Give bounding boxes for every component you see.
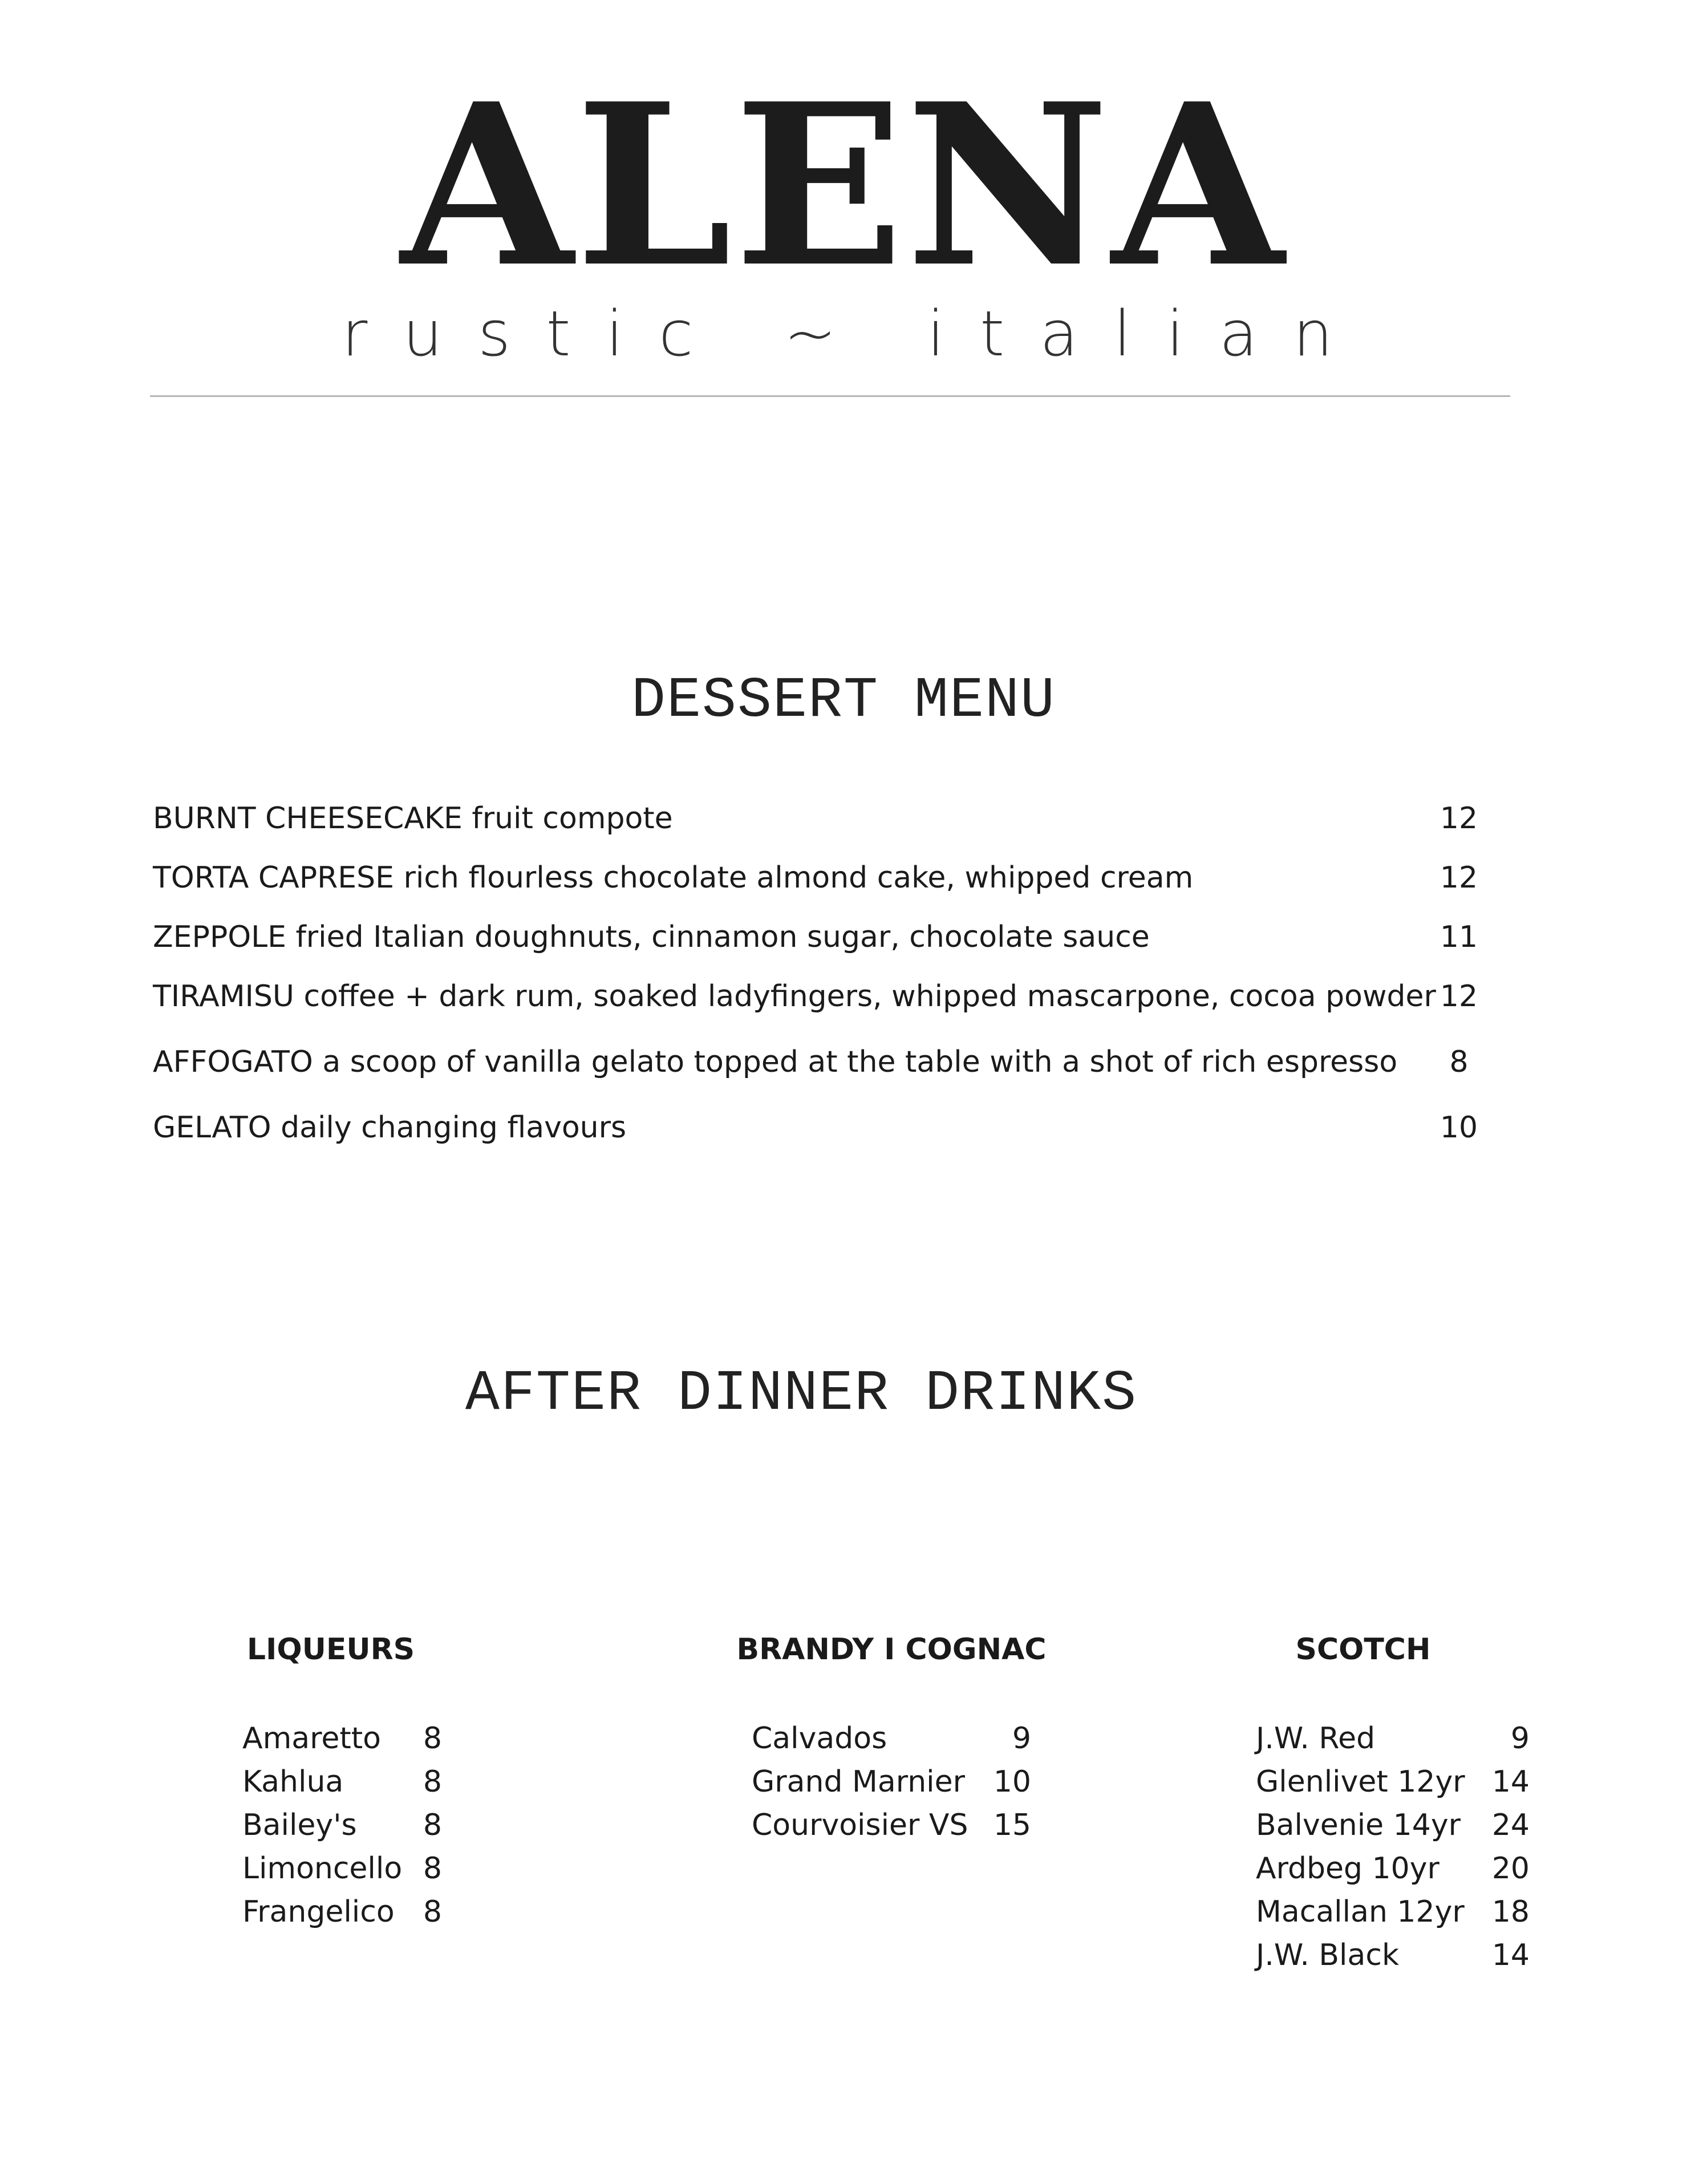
dessert-price: 10 <box>1439 1111 1478 1145</box>
drink-item <box>242 1717 448 1760</box>
scotch-list <box>1256 1717 1552 1977</box>
dessert-description: TIRAMISU coffee + dark rum, soaked ladyfingers, whipped mascarpone, cocoa powder <box>153 979 1436 1014</box>
drink-price: 20 <box>1491 1851 1530 1886</box>
drink-item <box>242 1847 448 1890</box>
dessert-description: TORTA CAPRESE rich flourless chocolate almond cake, whipped cream <box>153 861 1194 895</box>
dessert-menu-title: DESSERT MENU <box>631 669 1056 734</box>
drink-name: Limoncello <box>242 1851 403 1886</box>
drink-price: 8 <box>423 1765 442 1799</box>
restaurant-logo: ALENA <box>400 55 1287 316</box>
dessert-description: AFFOGATO a scoop of vanilla gelato topped at the table with a shot of rich espresso <box>153 1045 1398 1079</box>
drink-item <box>1256 1934 1552 1977</box>
liqueurs-heading: LIQUEURS <box>246 1632 415 1667</box>
drink-name: Balvenie 14yr <box>1256 1808 1461 1842</box>
drink-item <box>752 1760 1048 1804</box>
dessert-price: 12 <box>1439 861 1478 895</box>
drink-item <box>242 1890 448 1934</box>
drink-price: 15 <box>993 1808 1031 1842</box>
drink-name: J.W. Red <box>1256 1721 1376 1756</box>
dessert-item <box>153 974 1493 1019</box>
drink-item <box>242 1760 448 1804</box>
drink-name: Amaretto <box>242 1721 381 1756</box>
dessert-item <box>153 855 1493 901</box>
drink-price: 10 <box>993 1765 1031 1799</box>
drink-name: Courvoisier VS <box>752 1808 968 1842</box>
drink-price: 8 <box>423 1808 442 1842</box>
drink-name: Macallan 12yr <box>1256 1895 1465 1929</box>
drink-name: Grand Marnier <box>752 1765 966 1799</box>
dessert-price: 12 <box>1439 801 1478 836</box>
drink-item <box>1256 1760 1552 1804</box>
dessert-description: GELATO daily changing flavours <box>153 1111 627 1145</box>
drink-item <box>1256 1847 1552 1890</box>
dessert-price: 12 <box>1439 979 1478 1014</box>
after-dinner-drinks-title: AFTER DINNER DRINKS <box>465 1362 1138 1427</box>
drink-price: 14 <box>1491 1938 1530 1972</box>
restaurant-tagline: rustic ~ italian <box>342 297 1368 370</box>
drink-price: 8 <box>423 1895 442 1929</box>
drink-item <box>1256 1890 1552 1934</box>
brandy-cognac-list <box>752 1717 1048 1847</box>
liqueurs-list <box>242 1717 448 1934</box>
dessert-description: ZEPPOLE fried Italian doughnuts, cinnamon sugar, chocolate sauce <box>153 920 1150 954</box>
drink-item <box>752 1717 1048 1760</box>
drink-price: 18 <box>1491 1895 1530 1929</box>
drink-item <box>1256 1804 1552 1847</box>
scotch-heading: SCOTCH <box>1295 1632 1431 1667</box>
drink-item <box>1256 1717 1552 1760</box>
dessert-item <box>153 1105 1493 1150</box>
drink-item <box>242 1804 448 1847</box>
drink-name: Bailey's <box>242 1808 357 1842</box>
dessert-item <box>153 914 1493 960</box>
dessert-item <box>153 1039 1493 1085</box>
dessert-item <box>153 796 1493 841</box>
drink-price: 8 <box>423 1721 442 1756</box>
drink-name: Ardbeg 10yr <box>1256 1851 1439 1886</box>
dessert-description: BURNT CHEESECAKE fruit compote <box>153 801 673 836</box>
dessert-price: 8 <box>1449 1045 1469 1079</box>
drink-item <box>752 1804 1048 1847</box>
drink-name: Frangelico <box>242 1895 395 1929</box>
brandy-cognac-heading: BRANDY I COGNAC <box>736 1632 1047 1667</box>
drink-name: Calvados <box>752 1721 887 1756</box>
dessert-price: 11 <box>1439 920 1478 954</box>
drink-price: 8 <box>423 1851 442 1886</box>
drink-price: 9 <box>1510 1721 1530 1756</box>
drink-price: 14 <box>1491 1765 1530 1799</box>
drink-price: 24 <box>1491 1808 1530 1842</box>
drink-price: 9 <box>1012 1721 1031 1756</box>
header-divider <box>150 395 1510 397</box>
drink-name: Kahlua <box>242 1765 344 1799</box>
drink-name: Glenlivet 12yr <box>1256 1765 1465 1799</box>
drink-name: J.W. Black <box>1256 1938 1400 1972</box>
